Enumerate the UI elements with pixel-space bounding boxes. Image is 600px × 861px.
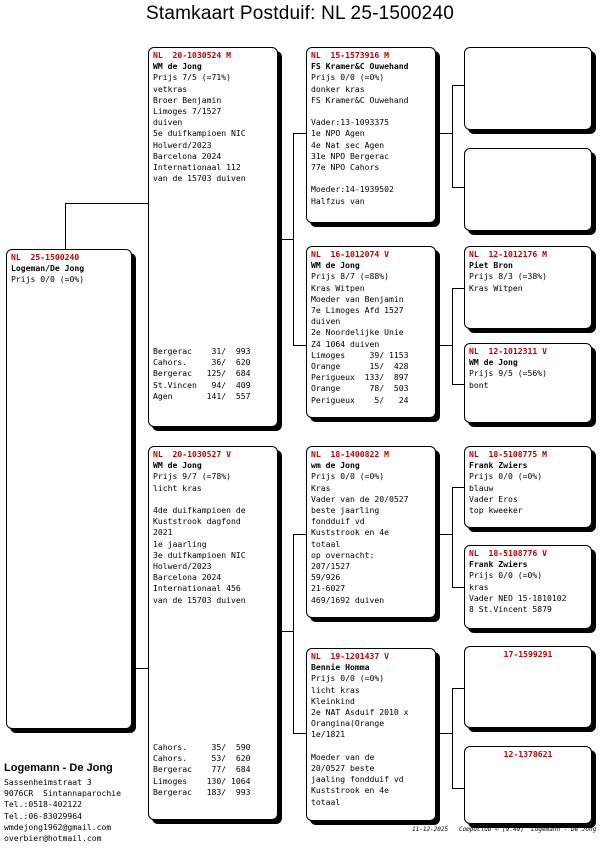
detail-line: jaaling fondduif vd xyxy=(311,774,404,785)
race-result: Limoges 130/ 1064 xyxy=(153,775,251,786)
connector xyxy=(436,534,453,535)
ring-number: 17-1599291 xyxy=(503,649,553,659)
race-result: St.Vincen 94/ 409 xyxy=(153,379,251,390)
detail-line: Moeder van de xyxy=(311,751,375,762)
connector xyxy=(436,345,453,346)
connector xyxy=(452,688,464,689)
connector xyxy=(452,384,464,385)
connector xyxy=(452,288,464,289)
detail-line: Halfzus van xyxy=(311,195,365,206)
race-result: Bergerac 77/ 684 xyxy=(153,764,251,775)
ring-number: NL 20-1030527 V xyxy=(153,449,231,459)
connector xyxy=(293,133,306,134)
owner-name: WM de Jong xyxy=(469,357,518,368)
owner-title: Logemann - De Jong xyxy=(4,762,113,774)
detail-line: van de 15703 duiven xyxy=(153,594,246,605)
great-grandparent-card-8[interactable] xyxy=(464,746,592,824)
detail-line: 1e jaarling xyxy=(153,538,207,549)
connector xyxy=(452,688,453,788)
owner-postcode: 9076CR Sintannaparochie xyxy=(4,788,121,799)
detail-line: 7e Limoges Afd 1527 xyxy=(311,305,404,316)
detail-line: totaal xyxy=(311,796,341,807)
detail-line: Kras Witpen xyxy=(469,282,523,293)
race-result: Bergerac 183/ 993 xyxy=(153,786,251,797)
owner-mobile: Tel.:06-83029964 xyxy=(4,810,82,821)
detail-line: 4de duifkampioen de xyxy=(153,505,246,516)
detail-line: Prijs 0/0 (=0%) xyxy=(469,570,543,581)
owner-name: Frank Zwiers xyxy=(469,559,528,570)
detail-line xyxy=(311,173,431,184)
owner-email-2: overbier@hotmail.com xyxy=(4,833,102,844)
connector xyxy=(452,187,464,188)
detail-line: Vader van de 20/0527 xyxy=(311,493,409,504)
detail-line: Limoges 7/1527 xyxy=(153,106,222,117)
detail-line: totaal xyxy=(311,538,341,549)
detail-line: Orangina(Orange xyxy=(311,718,385,729)
sire-dam-card[interactable] xyxy=(306,246,436,418)
connector xyxy=(293,534,294,733)
detail-line: op overnacht: xyxy=(311,549,375,560)
detail-line: 77e NPO Cahors xyxy=(311,162,380,173)
race-result: Cahors. 35/ 590 xyxy=(153,742,251,752)
detail-line: 2e NAT Asduif 2010 x xyxy=(311,707,409,718)
ring-number: NL 15-1573916 M xyxy=(311,50,389,60)
detail-line: Orange 15/ 428 xyxy=(311,361,409,372)
detail-line xyxy=(311,106,431,117)
connector xyxy=(452,788,464,789)
detail-line: donker kras xyxy=(311,83,365,94)
detail-line: Orange 78/ 503 xyxy=(311,383,409,394)
great-grandparent-card-6[interactable] xyxy=(464,545,592,629)
detail-line: blauw xyxy=(469,482,494,493)
page-title: Stamkaart Postduif: NL 25-1500240 xyxy=(146,3,454,24)
race-result: Bergerac 125/ 684 xyxy=(153,368,251,379)
detail-line: Internationaal 112 xyxy=(153,162,241,173)
race-result: Bergerac 31/ 993 xyxy=(153,346,251,356)
ring-number: 12-1378621 xyxy=(503,749,553,759)
detail-line: licht kras xyxy=(311,684,360,695)
detail-line: fondduif vd xyxy=(311,516,365,527)
detail-line: Prijs 0/0 (=0%) xyxy=(311,673,385,684)
detail-line: Prijs 7/5 (=71%) xyxy=(153,72,231,83)
detail-line xyxy=(153,494,273,505)
sire-card[interactable] xyxy=(148,47,278,427)
detail-line: Barcelona 2024 xyxy=(153,150,222,161)
owner-name: WM de Jong xyxy=(153,61,202,72)
detail-line: 1e NPO Agen xyxy=(311,128,365,139)
owner-name: wm de Jong xyxy=(311,460,360,471)
owner-name: Logeman/De Jong xyxy=(11,263,85,274)
detail-line: 8 St.Vincent 5879 xyxy=(469,604,552,615)
detail-line: Vader NEO 15-1810102 xyxy=(469,592,567,603)
detail-line: Vader:13-1093375 xyxy=(311,117,389,128)
detail-line: Internationaal 456 xyxy=(153,583,241,594)
detail-line: Prijs 9/7 (=78%) xyxy=(153,471,231,482)
detail-line: bont xyxy=(469,379,489,390)
subject-pigeon-card[interactable] xyxy=(6,249,132,729)
ring-number: NL 25-1500240 xyxy=(11,252,80,262)
connector xyxy=(278,631,294,632)
great-grandparent-card-7[interactable] xyxy=(464,646,592,728)
owner-name: Bennie Homma xyxy=(311,662,370,673)
detail-line: 20/0527 beste xyxy=(311,763,375,774)
detail-line: Barcelona 2024 xyxy=(153,572,222,583)
detail-line: 31e NPO Bergerac xyxy=(311,150,389,161)
detail-line: 2021 xyxy=(153,527,173,538)
race-result: Cahors. 36/ 620 xyxy=(153,357,251,368)
connector xyxy=(452,288,453,384)
connector xyxy=(452,487,464,488)
detail-line: Moeder van Benjamin xyxy=(311,293,404,304)
ring-number: NL 16-1012074 V xyxy=(311,249,389,259)
sire-sire-card[interactable] xyxy=(306,47,436,223)
owner-name: WM de Jong xyxy=(153,460,202,471)
detail-line: licht kras xyxy=(153,482,202,493)
detail-line: Prijs 8/7 (=88%) xyxy=(311,271,389,282)
detail-line: Z4 1064 duiven xyxy=(311,338,380,349)
owner-name: Piet Bron xyxy=(469,260,513,271)
connector xyxy=(293,345,306,346)
detail-line: vetkras xyxy=(153,83,188,94)
dam-sire-card[interactable] xyxy=(306,446,436,618)
detail-line: Prijs 8/3 (=38%) xyxy=(469,271,547,282)
connector xyxy=(65,203,149,204)
ring-number: NL 18-1400822 M xyxy=(311,449,389,459)
connector xyxy=(452,85,453,187)
owner-name: Frank Zwiers xyxy=(469,460,528,471)
detail-line: Prijs 9/5 (=56%) xyxy=(469,368,547,379)
great-grandparent-card-1[interactable] xyxy=(464,47,592,130)
ring-number: NL 12-1012176 M xyxy=(469,249,547,259)
great-grandparent-card-2[interactable] xyxy=(464,148,592,231)
detail-line: 4e Nat sec Agen xyxy=(311,139,385,150)
detail-line: Moeder:14-1939502 xyxy=(311,184,394,195)
connector xyxy=(293,733,306,734)
detail-line: 3e duifkampioen NIC xyxy=(153,549,246,560)
detail-line: Broer Benjamin xyxy=(153,94,222,105)
detail-line: Prijs 0/0 (=0%) xyxy=(469,471,543,482)
connector xyxy=(293,534,306,535)
detail-line xyxy=(311,741,431,752)
detail-line: Vader Eros xyxy=(469,493,518,504)
detail-line: 469/1692 duiven xyxy=(311,594,385,605)
detail-line: Prijs 0/0 (=0%) xyxy=(311,471,385,482)
race-result: Agen 141/ 557 xyxy=(153,390,251,401)
detail-line: 21-6027 xyxy=(311,583,346,594)
detail-line: Kuststrook en 4e xyxy=(311,527,389,538)
dam-dam-card[interactable] xyxy=(306,648,436,821)
owner-email: wmdejong1962@gmail.com xyxy=(4,821,112,832)
detail-line: Kras Witpen xyxy=(311,282,365,293)
detail-line: 207/1527 xyxy=(311,561,350,572)
connector xyxy=(452,587,464,588)
detail-line: beste jaarling xyxy=(311,505,380,516)
detail-line: Kleinkind xyxy=(311,695,355,706)
footer-credit: 11-12-2025 Compuclub © [9.49] Logemann - De Jong xyxy=(412,826,597,833)
ring-number: NL 18-5108775 M xyxy=(469,449,547,459)
detail-line: Perigueux 133/ 897 xyxy=(311,372,409,383)
connector xyxy=(436,733,453,734)
detail-line: duiven xyxy=(153,117,183,128)
detail-line: van de 15703 duiven xyxy=(153,173,246,184)
connector xyxy=(452,85,464,86)
detail-line: Kuststrook dagfond xyxy=(153,516,241,527)
detail-line: 2e Noordelijke Unie xyxy=(311,327,404,338)
detail-line: Kuststrook en 4e xyxy=(311,785,389,796)
ring-number: NL 20-1030524 M xyxy=(153,50,231,60)
great-grandparent-card-3[interactable] xyxy=(464,246,592,329)
detail-line: Perigueux 5/ 24 xyxy=(311,394,409,405)
detail-line: 1e/1821 xyxy=(311,729,346,740)
owner-info xyxy=(4,761,121,844)
detail-line: 59/926 xyxy=(311,572,341,583)
ring-number: NL 19-1201437 V xyxy=(311,651,389,661)
detail-line: Limoges 39/ 1153 xyxy=(311,349,409,360)
detail-line: top kweeker xyxy=(469,505,523,516)
connector xyxy=(278,239,294,240)
race-result: Cahors. 53/ 620 xyxy=(153,753,251,764)
great-grandparent-card-4[interactable] xyxy=(464,343,592,423)
detail-line: duiven xyxy=(311,316,341,327)
ring-number: NL 12-1012311 V xyxy=(469,346,547,356)
detail-line: Prijs 0/0 (=0%) xyxy=(11,274,85,285)
owner-name: FS Kramer&C Ouwehand xyxy=(311,61,409,72)
detail-line: Kras xyxy=(311,482,331,493)
race-results xyxy=(153,742,250,798)
race-results xyxy=(153,346,250,402)
owner-name: WM de Jong xyxy=(311,260,360,271)
ring-number: NL 18-5108776 V xyxy=(469,548,547,558)
detail-line: FS Kramer&C Ouwehand xyxy=(311,94,409,105)
detail-line: Prijs 0/0 (=0%) xyxy=(311,72,385,83)
connector xyxy=(436,133,453,134)
detail-line: kras xyxy=(469,581,489,592)
dam-card[interactable] xyxy=(148,446,278,820)
owner-phone: Tel.:0518-402122 xyxy=(4,799,82,810)
owner-address: Sassenheimstraat 3 xyxy=(4,777,92,787)
detail-line: Holwerd/2023 xyxy=(153,139,212,150)
connector xyxy=(452,487,453,587)
detail-line: Holwerd/2023 xyxy=(153,561,212,572)
great-grandparent-card-5[interactable] xyxy=(464,446,592,528)
detail-line: 5e duifkampioen NIC xyxy=(153,128,246,139)
